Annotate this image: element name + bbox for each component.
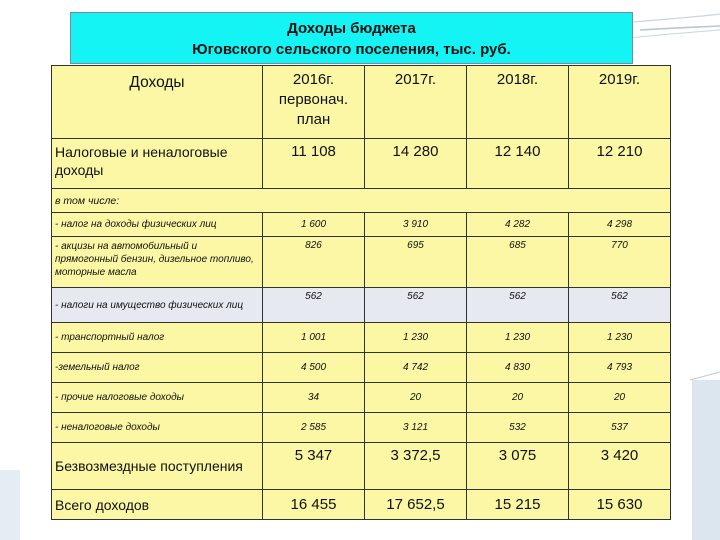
- row-label: в том числе:: [52, 189, 671, 213]
- row-value: 562: [365, 288, 467, 323]
- row-value: 12 140: [467, 139, 569, 189]
- row-value: 4 742: [365, 353, 467, 383]
- row-value: 20: [365, 383, 467, 413]
- title-banner: [70, 12, 633, 64]
- row-value: 12 210: [569, 139, 671, 189]
- row-value: 2 585: [263, 413, 365, 443]
- row-value: 15 215: [467, 490, 569, 520]
- table-row: [52, 443, 671, 490]
- row-value: 826: [263, 237, 365, 288]
- table-row: [52, 490, 671, 520]
- row-label: Налоговые и неналоговые доходы: [52, 139, 263, 189]
- row-value: 562: [263, 288, 365, 323]
- row-value: 16 455: [263, 490, 365, 520]
- row-value: 1 001: [263, 323, 365, 353]
- row-value: 3 121: [365, 413, 467, 443]
- row-value: 4 298: [569, 213, 671, 237]
- row-label: - налог на доходы физических лиц: [52, 213, 263, 237]
- header-year-text: 2016г.: [292, 71, 335, 88]
- row-value: 34: [263, 383, 365, 413]
- table-row: [52, 413, 671, 443]
- header-year-text: 2017г.: [394, 71, 437, 88]
- table-row: [52, 323, 671, 353]
- row-value: 537: [569, 413, 671, 443]
- table-row: [52, 353, 671, 383]
- row-label: Безвозмездные поступления: [52, 443, 263, 490]
- row-value: 4 282: [467, 213, 569, 237]
- title-line-2: Юговского сельского поселения, тыс. руб.: [192, 41, 511, 58]
- row-label: - неналоговые доходы: [52, 413, 263, 443]
- row-value: 3 910: [365, 213, 467, 237]
- table-row: [52, 139, 671, 189]
- header-year-text: 2018г.: [496, 71, 539, 88]
- row-value: 770: [569, 237, 671, 288]
- row-value: 695: [365, 237, 467, 288]
- header-year-note: первонач.: [278, 91, 349, 108]
- row-value: 20: [569, 383, 671, 413]
- row-value: 1 230: [569, 323, 671, 353]
- row-value: 3 372,5: [365, 443, 467, 490]
- row-value: 4 830: [467, 353, 569, 383]
- budget-table-container: [51, 65, 670, 535]
- header-year-2019: [569, 66, 671, 139]
- header-year-note: план: [296, 111, 331, 128]
- row-value: 1 230: [467, 323, 569, 353]
- header-year-2016: [263, 66, 365, 139]
- row-value: 17 652,5: [365, 490, 467, 520]
- row-value: 685: [467, 237, 569, 288]
- header-year-text: 2019г.: [598, 71, 641, 88]
- row-value: 11 108: [263, 139, 365, 189]
- row-label: - транспортный налог: [52, 323, 263, 353]
- row-value: 3 420: [569, 443, 671, 490]
- row-label: - налоги на имущество физических лиц: [52, 288, 263, 323]
- row-label: - прочие налоговые доходы: [52, 383, 263, 413]
- budget-table: [51, 65, 671, 520]
- row-value: 20: [467, 383, 569, 413]
- row-value: 5 347: [263, 443, 365, 490]
- table-row: [52, 237, 671, 288]
- row-value: 1 230: [365, 323, 467, 353]
- row-value: 4 500: [263, 353, 365, 383]
- table-row: [52, 189, 671, 213]
- header-label: Доходы: [52, 66, 263, 139]
- table-row: [52, 288, 671, 323]
- row-value: 532: [467, 413, 569, 443]
- row-value: 15 630: [569, 490, 671, 520]
- table-row: [52, 213, 671, 237]
- row-value: 14 280: [365, 139, 467, 189]
- row-value: 562: [569, 288, 671, 323]
- row-value: 562: [467, 288, 569, 323]
- header-year-2017: [365, 66, 467, 139]
- row-value: 4 793: [569, 353, 671, 383]
- row-value: 3 075: [467, 443, 569, 490]
- row-label: Всего доходов: [52, 490, 263, 520]
- table-header-row: [52, 66, 671, 139]
- row-label: -земельный налог: [52, 353, 263, 383]
- title-line-1: Доходы бюджета: [287, 20, 416, 37]
- header-year-2018: [467, 66, 569, 139]
- row-value: 1 600: [263, 213, 365, 237]
- row-label: - акцизы на автомобильный и прямогонный бензин, дизельное топливо, моторные масла: [52, 237, 263, 288]
- table-row: [52, 383, 671, 413]
